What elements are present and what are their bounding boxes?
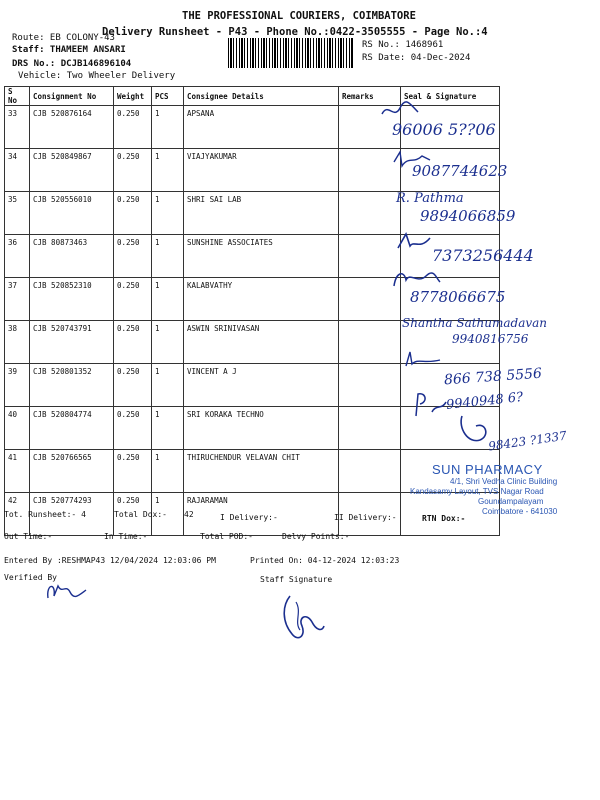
cell-remarks bbox=[339, 407, 401, 450]
signature-scribble bbox=[404, 350, 442, 368]
signature-scribble bbox=[396, 232, 432, 252]
cell-sno: 40 bbox=[5, 407, 30, 450]
cell-remarks bbox=[339, 321, 401, 364]
cell-consignee: VIAJYAKUMAR bbox=[184, 149, 339, 192]
col-seal-signature: Seal & Signature bbox=[401, 87, 500, 106]
cell-pcs: 1 bbox=[152, 192, 184, 235]
cell-sno: 36 bbox=[5, 235, 30, 278]
stamp-address-line: Coimbatore - 641030 bbox=[482, 507, 558, 516]
cell-sno: 37 bbox=[5, 278, 30, 321]
vehicle-label: Vehicle: Two Wheeler Delivery bbox=[18, 71, 176, 81]
stamp-address-line: 4/1, Shri Vedha Clinic Building bbox=[450, 477, 558, 486]
handwritten-name: R. Pathma bbox=[396, 191, 464, 206]
cell-weight: 0.250 bbox=[114, 278, 152, 321]
handwritten-phone: 9894066859 bbox=[420, 207, 516, 225]
cell-weight: 0.250 bbox=[114, 106, 152, 149]
col-consignment: Consignment No bbox=[30, 87, 114, 106]
stamp-address-line: Goundampalayam bbox=[478, 497, 544, 506]
total-dox-label: Total Dox:- bbox=[114, 510, 167, 519]
signature-scribble bbox=[380, 100, 420, 122]
cell-consignee: SRI KORAKA TECHNO bbox=[184, 407, 339, 450]
company-title: THE PROFESSIONAL COURIERS, COIMBATORE bbox=[182, 10, 416, 22]
cell-weight: 0.250 bbox=[114, 450, 152, 493]
handwritten-phone: 9087744623 bbox=[412, 162, 508, 180]
table-header-row bbox=[5, 87, 500, 106]
col-consignee: Consignee Details bbox=[184, 87, 339, 106]
cell-consignment: CJB 520743791 bbox=[30, 321, 114, 364]
cell-sno: 33 bbox=[5, 106, 30, 149]
cell-pcs: 1 bbox=[152, 321, 184, 364]
cell-sno: 42 bbox=[5, 493, 30, 536]
cell-consignee: THIRUCHENDUR VELAVAN CHIT bbox=[184, 450, 339, 493]
cell-weight: 0.250 bbox=[114, 407, 152, 450]
handwritten-phone: 866 738 5556 bbox=[443, 365, 543, 389]
cell-consignment: CJB 520774293 bbox=[30, 493, 114, 536]
total-runsheet: Tot. Runsheet:- 4 bbox=[4, 510, 86, 519]
cell-pcs: 1 bbox=[152, 407, 184, 450]
cell-remarks bbox=[339, 192, 401, 235]
handwritten-phone: 9940816756 bbox=[452, 332, 529, 346]
i-delivery-label: I Delivery:- bbox=[220, 513, 278, 522]
cell-consignee: ASWIN SRINIVASAN bbox=[184, 321, 339, 364]
cell-weight: 0.250 bbox=[114, 235, 152, 278]
cell-consignment: CJB 520849867 bbox=[30, 149, 114, 192]
cell-pcs: 1 bbox=[152, 493, 184, 536]
route-label: Route: EB COLONY-43 bbox=[12, 33, 115, 43]
ii-delivery-label: II Delivery:- bbox=[334, 513, 397, 522]
signature-scribble bbox=[392, 268, 442, 290]
cell-pcs: 1 bbox=[152, 235, 184, 278]
cell-consignment: CJB 520804774 bbox=[30, 407, 114, 450]
rtn-dox-label: RTN Dox:- bbox=[422, 514, 466, 523]
handwritten-name: Shantha Sathumadavan bbox=[402, 316, 548, 330]
staff-signature-mark bbox=[276, 592, 328, 648]
runsheet-title: Delivery Runsheet - P43 - Phone No.:0422-3505555 - Page No.:4 bbox=[102, 26, 488, 38]
handwritten-phone: 96006 5??06 bbox=[392, 120, 496, 139]
cell-remarks bbox=[339, 364, 401, 407]
staff-label: Staff: THAMEEM ANSARI bbox=[12, 45, 126, 55]
cell-weight: 0.250 bbox=[114, 493, 152, 536]
cell-weight: 0.250 bbox=[114, 364, 152, 407]
in-time-label: In Time:- bbox=[104, 532, 148, 541]
total-dox-value: 42 bbox=[184, 510, 194, 519]
handwritten-phone: 7373256444 bbox=[432, 246, 534, 265]
cell-sno: 38 bbox=[5, 321, 30, 364]
col-weight: Weight bbox=[114, 87, 152, 106]
cell-weight: 0.250 bbox=[114, 149, 152, 192]
cell-consignee: KALABVATHY bbox=[184, 278, 339, 321]
cell-consignment: CJB 80873463 bbox=[30, 235, 114, 278]
rs-date: RS Date: 04-Dec-2024 bbox=[362, 53, 471, 63]
handwritten-phone: 98423 ?1337 bbox=[487, 428, 568, 454]
stamp-name: SUN PHARMACY bbox=[432, 462, 543, 477]
cell-consignment: CJB 520801352 bbox=[30, 364, 114, 407]
rs-number: RS No.: 1468961 bbox=[362, 40, 444, 50]
verifier-signature bbox=[44, 578, 90, 606]
printed-on: Printed On: 04-12-2024 12:03:23 bbox=[250, 556, 400, 565]
delvy-points-label: Delvy Points:- bbox=[282, 532, 350, 541]
cell-pcs: 1 bbox=[152, 278, 184, 321]
col-sno: S No bbox=[5, 87, 30, 106]
signature-scribble bbox=[412, 390, 448, 420]
handwritten-phone: 8778066675 bbox=[410, 288, 506, 306]
cell-pcs: 1 bbox=[152, 450, 184, 493]
cell-consignee: VINCENT A J bbox=[184, 364, 339, 407]
cell-pcs: 1 bbox=[152, 106, 184, 149]
cell-consignment: CJB 520876164 bbox=[30, 106, 114, 149]
cell-sno: 34 bbox=[5, 149, 30, 192]
stamp-address-line: Kandasamy Layout, TVS Nagar Road bbox=[410, 487, 544, 496]
cell-consignee: APSANA bbox=[184, 106, 339, 149]
cell-pcs: 1 bbox=[152, 149, 184, 192]
total-pod-label: Total POD:- bbox=[200, 532, 253, 541]
handwritten-phone: 9940948 6? bbox=[445, 390, 524, 413]
cell-sno: 41 bbox=[5, 450, 30, 493]
col-remarks: Remarks bbox=[339, 87, 401, 106]
verified-by-label: Verified By bbox=[4, 573, 57, 582]
cell-pcs: 1 bbox=[152, 364, 184, 407]
cell-sno: 39 bbox=[5, 364, 30, 407]
cell-consignment: CJB 520852310 bbox=[30, 278, 114, 321]
cell-weight: 0.250 bbox=[114, 192, 152, 235]
cell-consignee: SUNSHINE ASSOCIATES bbox=[184, 235, 339, 278]
col-pcs: PCS bbox=[152, 87, 184, 106]
cell-consignment: CJB 520766565 bbox=[30, 450, 114, 493]
entered-by: Entered By :RESHMAP43 12/04/2024 12:03:06 PM bbox=[4, 556, 216, 565]
cell-remarks bbox=[339, 450, 401, 493]
out-time-label: Out Time:- bbox=[4, 532, 53, 541]
drs-label: DRS No.: DCJB146896104 bbox=[12, 59, 132, 69]
barcode-image bbox=[228, 38, 354, 68]
cell-sno: 35 bbox=[5, 192, 30, 235]
cell-consignee: RAJARAMAN bbox=[184, 493, 339, 536]
staff-signature-label: Staff Signature bbox=[260, 575, 333, 584]
cell-consignee: SHRI SAI LAB bbox=[184, 192, 339, 235]
cell-weight: 0.250 bbox=[114, 321, 152, 364]
cell-consignment: CJB 520556010 bbox=[30, 192, 114, 235]
